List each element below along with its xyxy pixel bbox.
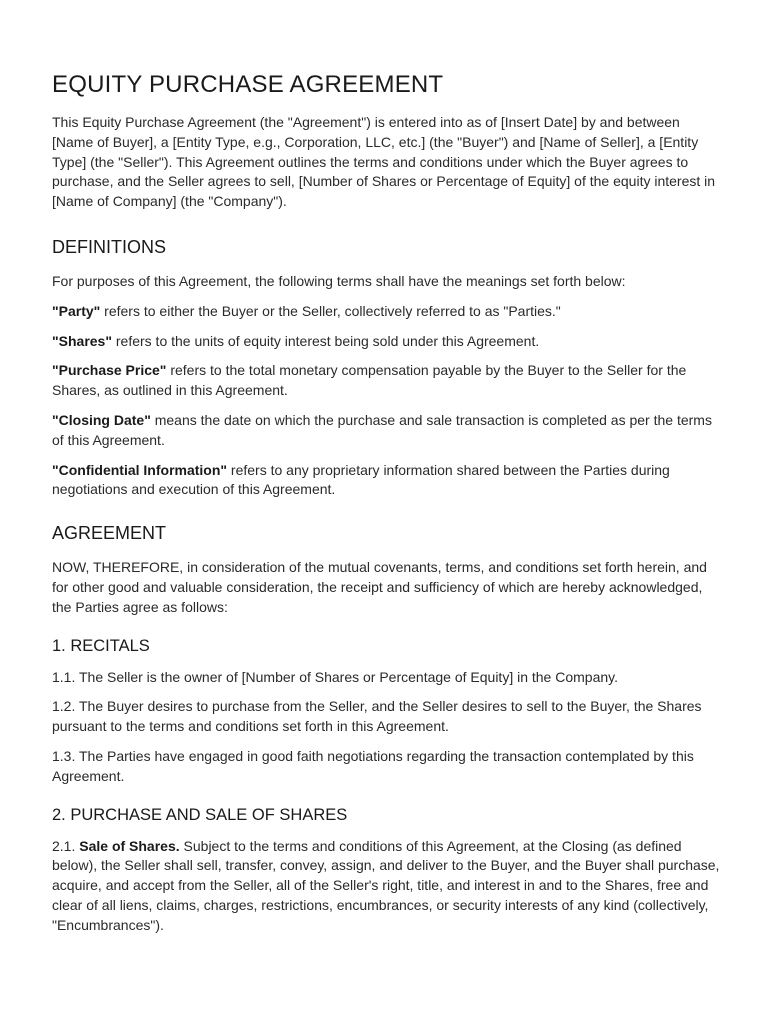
definition-term: "Confidential Information" [52,461,228,478]
intro-paragraph: This Equity Purchase Agreement (the "Agreement") is entered into as of [Insert Date] by and between [Name of Buyer], a [Entity Type, e.g., Corporation, LLC, etc.] (the "Buyer") and [Name of Seller], a [Entity Type] (the "Seller"). This Agreement outlines the terms and conditions under which the Buyer agrees to purchase, and the Seller agrees to sell, [Number of Shares or Percentage of Equity] of the equity interest in [Name of Company] (the "Company"). [52,114,716,210]
definition-term: "Purchase Price" [52,362,167,379]
document-title: EQUITY PURCHASE AGREEMENT [52,71,444,98]
clause-term: Sale of Shares. [79,837,180,854]
definition-shares [52,332,722,352]
clause-sale-of-shares [52,837,722,936]
agreement-paragraph: NOW, THEREFORE, in consideration of the mutual covenants, terms, and conditions set forth herein, and for other good and valuable consideration, the receipt and sufficiency of which are hereby acknowledged, the Parties agree as follows: [52,559,707,615]
definition-term: "Shares" [52,332,112,349]
purchase-sale-heading: 2. PURCHASE AND SALE OF SHARES [52,805,348,824]
recital-item: 1.3. The Parties have engaged in good faith negotiations regarding the transaction contemplated by this Agreement. [52,747,694,784]
definition-term: "Closing Date" [52,411,151,428]
definition-confidential-information [52,461,722,501]
definition-term: "Party" [52,302,101,319]
recitals-heading: 1. RECITALS [52,636,150,655]
clause-number: 2.1. [52,837,80,854]
agreement-heading: AGREEMENT [52,523,167,544]
clause-text: Subject to the terms and conditions of this Agreement, at the Closing (as defined below), the Seller shall sell, transfer, convey, assign, and deliver to the Buyer, and the Buyer shall purchase, acquire, and accept from the Seller, all of the Seller's right, title, and interest in and to the Shares, free and clear of all liens, claims, charges, restrictions, encumbrances, or security interests of any kind (collectively, "Encumbrances"). [52,837,720,933]
definition-closing-date [52,411,722,451]
recital-item: 1.1. The Seller is the owner of [Number of Shares or Percentage of Equity] in the Company. [52,668,619,685]
definition-text: refers to any proprietary information shared between the Parties during negotiations and execution of this Agreement. [52,461,670,498]
definition-text: refers to the total monetary compensation payable by the Buyer to the Seller for the Shares, as outlined in this Agreement. [52,362,687,399]
definitions-heading: DEFINITIONS [52,236,167,257]
definition-text: refers to the units of equity interest being sold under this Agreement. [111,332,540,349]
definition-text: means the date on which the purchase and sale transaction is completed as per the terms of this Agreement. [52,411,712,448]
recital-item: 1.2. The Buyer desires to purchase from the Seller, and the Seller desires to sell to the Buyer, the Shares pursuant to the terms and conditions set forth in this Agreement. [52,698,702,735]
definition-purchase-price [52,361,722,401]
definition-party [52,302,722,322]
definitions-lead: For purposes of this Agreement, the following terms shall have the meanings set forth below: [52,272,626,289]
definition-text: refers to either the Buyer or the Seller, collectively referred to as "Parties." [100,302,561,319]
